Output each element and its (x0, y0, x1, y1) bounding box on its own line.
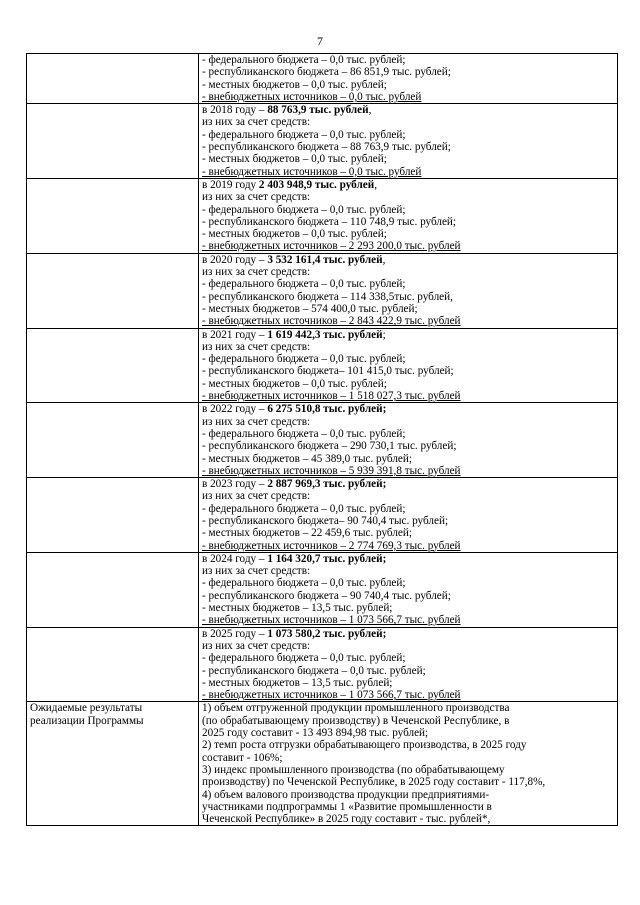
funding-line: из них за счет средств: (202, 565, 311, 578)
funding-line: - внебюджетных источников – 0,0 тыс. рублей (202, 90, 422, 103)
funding-line: - республиканского бюджета– 90 740,4 тыс. рублей; (202, 514, 449, 527)
funding-line: из них за счет средств: (202, 266, 311, 279)
left-cell-empty (27, 403, 199, 478)
funding-line: - местных бюджетов – 22 459,6 тыс. рублей; (202, 527, 412, 540)
funding-line: - местных бюджетов – 13,5 тыс. рублей; (202, 676, 393, 689)
year-total: 1 619 442,3 тыс. рублей (267, 328, 383, 341)
funding-line: - федерального бюджета – 0,0 тыс. рублей; (202, 427, 406, 440)
funding-line: - республиканского бюджета – 0,0 тыс. рублей; (202, 664, 426, 677)
funding-year-cell (199, 478, 618, 553)
funding-line: - республиканского бюджета – 86 851,9 тыс. рублей; (202, 66, 451, 79)
table-row (27, 54, 618, 104)
funding-line: - внебюджетных источников – 2 843 422,9 тыс. рублей (202, 315, 461, 328)
year-total-line (202, 553, 614, 565)
funding-year-cell (199, 253, 618, 328)
funding-line: - местных бюджетов – 0,0 тыс. рублей; (202, 78, 387, 91)
left-cell-empty (27, 104, 199, 179)
year-total: 3 532 161,4 тыс. рублей (267, 253, 383, 266)
year-total: 1 073 580,2 тыс. рублей; (267, 627, 387, 640)
results-line: Чеченской Республике» в 2025 году составит - тыс. рублей*, (202, 813, 491, 826)
funding-line: - федерального бюджета – 0,0 тыс. рублей; (202, 502, 406, 515)
year-total-line (202, 403, 614, 415)
funding-line: из них за счет средств: (202, 116, 311, 129)
funding-line: - внебюджетных источников – 0,0 тыс. рублей (202, 165, 422, 178)
funding-line: - федерального бюджета – 0,0 тыс. рублей; (202, 128, 406, 141)
funding-cell-continued (199, 54, 618, 104)
table-row (27, 178, 618, 253)
funding-line: - республиканского бюджета – 88 763,9 тыс. рублей; (202, 141, 451, 154)
funding-line: - местных бюджетов – 13,5 тыс. рублей; (202, 602, 393, 615)
funding-line: - местных бюджетов – 574 400,0 тыс. рублей; (202, 302, 418, 315)
left-cell-empty (27, 178, 199, 253)
year-total: 88 763,9 тыс. рублей (267, 104, 369, 117)
left-cell-empty (27, 552, 199, 627)
funding-year-cell (199, 328, 618, 403)
funding-line: - федерального бюджета – 0,0 тыс. рублей; (202, 203, 406, 216)
funding-line: - внебюджетных источников – 1 073 566,7 тыс. рублей (202, 689, 461, 702)
funding-line: - федерального бюджета – 0,0 тыс. рублей; (202, 577, 406, 590)
year-total-line (202, 628, 614, 640)
funding-line: - федерального бюджета – 0,0 тыс. рублей; (202, 353, 406, 366)
funding-year-cell (199, 104, 618, 179)
results-line: (по обрабатывающему производству) в Чеченской Республике, в (202, 714, 510, 727)
table-row (27, 104, 618, 179)
year-total-line (202, 254, 614, 266)
year-total-line (202, 179, 614, 191)
results-line: 3) индекс промышленного производства (по обрабатывающему (202, 763, 505, 776)
funding-year-cell (199, 552, 618, 627)
results-line: 2) темп роста отгрузки обрабатывающего производства, в 2025 году (202, 739, 527, 752)
funding-line: - внебюджетных источников – 1 518 027,3 тыс. рублей (202, 390, 461, 403)
year-total-line (202, 329, 614, 341)
table-row (27, 253, 618, 328)
funding-line: - федерального бюджета – 0,0 тыс. рублей; (202, 54, 406, 66)
results-label-line: Ожидаемые результаты (30, 702, 143, 715)
funding-line: из них за счет средств: (202, 415, 311, 428)
funding-line: - местных бюджетов – 0,0 тыс. рублей; (202, 228, 387, 241)
funding-year-cell (199, 627, 618, 702)
year-total-line (202, 478, 614, 490)
year-total: 1 164 320,7 тыс. рублей; (267, 552, 387, 565)
funding-line: - федерального бюджета – 0,0 тыс. рублей; (202, 652, 406, 665)
year-prefix: в 2020 году – (202, 253, 268, 266)
results-line: участниками подпрограммы 1 «Развитие промышленности в (202, 800, 492, 813)
year-suffix: , (368, 104, 372, 117)
results-label-cell (27, 702, 199, 826)
program-passport-table (26, 53, 618, 826)
funding-year-cell (199, 403, 618, 478)
funding-line: - федерального бюджета – 0,0 тыс. рублей; (202, 278, 406, 291)
year-prefix: в 2021 году – (202, 328, 268, 341)
funding-line: из них за счет средств: (202, 490, 311, 503)
funding-year-cell (199, 178, 618, 253)
funding-line: - внебюджетных источников – 2 293 200,0 тыс. рублей (202, 240, 461, 253)
funding-line: - республиканского бюджета – 114 338,5тыс. рублей, (202, 290, 453, 303)
left-cell-empty (27, 478, 199, 553)
left-cell-empty (27, 253, 199, 328)
results-label-line: реализации Программы (30, 714, 144, 727)
funding-line: из них за счет средств: (202, 191, 311, 204)
year-prefix: в 2025 году – (202, 627, 268, 640)
year-prefix: в 2024 году – (202, 552, 268, 565)
page-number: 7 (317, 34, 323, 48)
table-row (27, 552, 618, 627)
funding-line: - местных бюджетов – 45 389,0 тыс. рублей; (202, 452, 412, 465)
table-row (27, 478, 618, 553)
results-line: 2025 году составит - 13 493 894,98 тыс. рублей; (202, 727, 429, 740)
year-total: 2 887 969,3 тыс. рублей; (267, 478, 387, 491)
left-cell-empty (27, 328, 199, 403)
funding-line: - внебюджетных источников – 5 939 391,8 тыс. рублей (202, 464, 461, 477)
year-total: 6 275 510,8 тыс. рублей; (267, 403, 387, 416)
results-text-cell (199, 702, 618, 826)
year-prefix: в 2018 году – (202, 104, 268, 117)
year-suffix: ; (382, 328, 386, 341)
year-total: 2 403 948,9 тыс. рублей (258, 178, 375, 191)
funding-line: - республиканского бюджета – 110 748,9 тыс. рублей; (202, 215, 457, 228)
results-line: составит - 106%; (202, 751, 283, 764)
table-row (27, 403, 618, 478)
funding-line: - республиканского бюджета– 101 415,0 тыс. рублей; (202, 365, 454, 378)
year-total-line (202, 104, 614, 116)
year-prefix: в 2019 году (202, 178, 259, 191)
left-cell-empty (27, 54, 199, 104)
funding-line: - республиканского бюджета – 290 730,1 тыс. рублей; (202, 440, 457, 453)
results-line: производству) по Чеченской Республике, в 2025 году составит - 117,8%, (202, 776, 546, 789)
funding-line: из них за счет средств: (202, 340, 311, 353)
year-prefix: в 2022 году – (202, 403, 268, 416)
year-suffix: , (382, 253, 386, 266)
table-row-results (27, 702, 618, 826)
results-line: 4) объем валового производства продукции предприятиями- (202, 788, 490, 801)
funding-line: из них за счет средств: (202, 639, 311, 652)
year-prefix: в 2023 году – (202, 478, 268, 491)
funding-line: - внебюджетных источников – 1 073 566,7 тыс. рублей (202, 614, 461, 627)
left-cell-empty (27, 627, 199, 702)
funding-line: - республиканского бюджета – 90 740,4 тыс. рублей; (202, 589, 451, 602)
funding-line: - местных бюджетов – 0,0 тыс. рублей; (202, 153, 387, 166)
results-line: 1) объем отгруженной продукции промышленного производства (202, 702, 510, 715)
table-row (27, 328, 618, 403)
funding-line: - внебюджетных источников – 2 774 769,3 тыс. рублей (202, 539, 461, 552)
funding-line: - местных бюджетов – 0,0 тыс. рублей; (202, 377, 387, 390)
year-suffix: , (374, 178, 377, 191)
table-row (27, 627, 618, 702)
